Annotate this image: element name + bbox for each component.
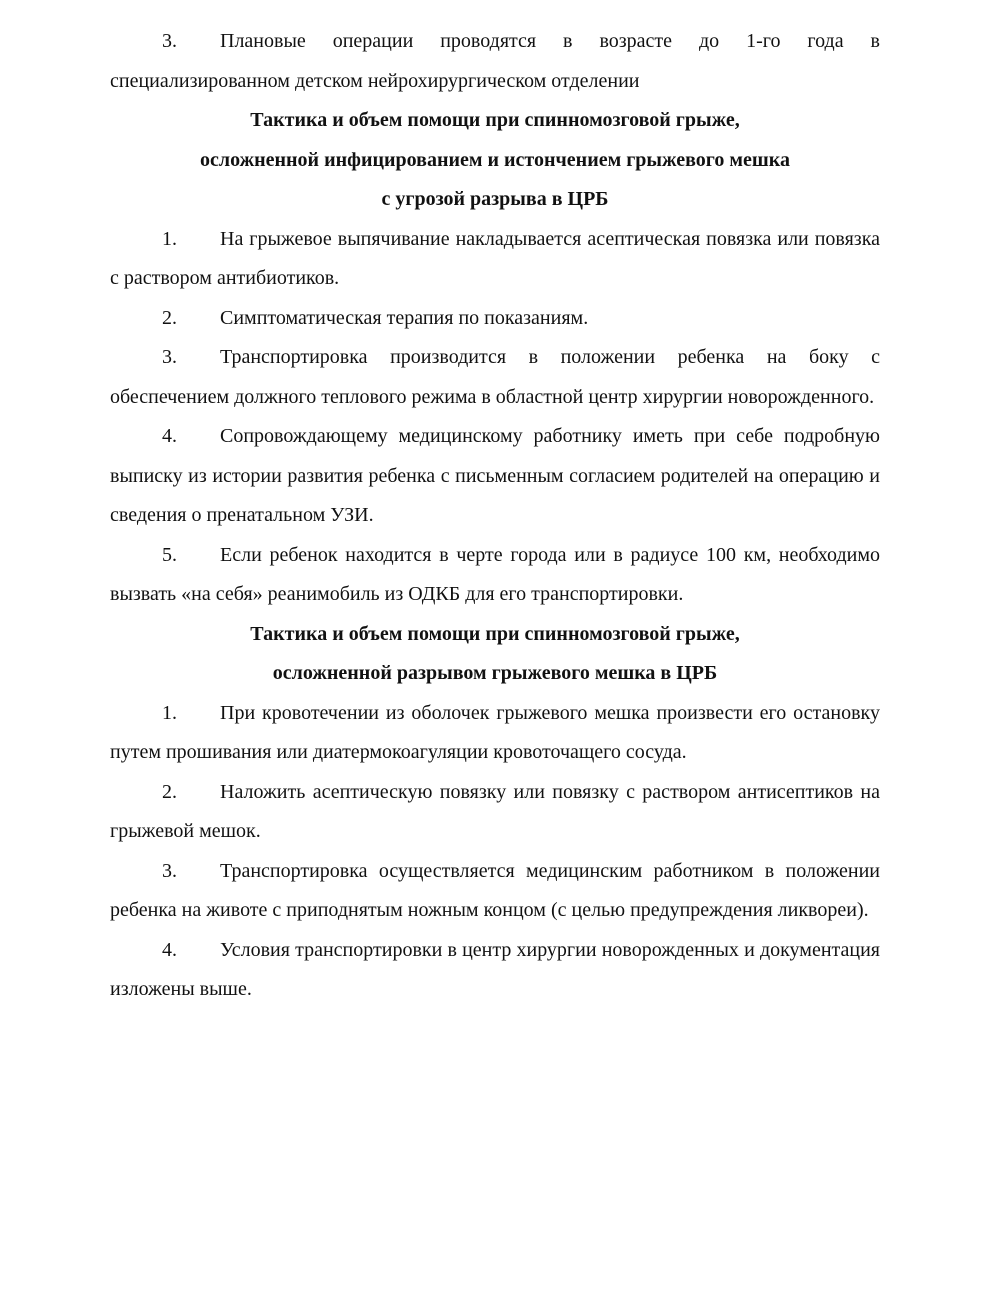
item-text: Транспортировка производится в положении ребенка на боку с обеспечением должного теплового режима в областной центр хирургии новорожденного. xyxy=(110,346,880,408)
item-number: 3. xyxy=(162,346,177,368)
item-number: 2. xyxy=(162,306,177,329)
section2-item-3 xyxy=(110,852,880,931)
item-number: 5. xyxy=(162,543,177,566)
item-number: 3. xyxy=(162,30,177,52)
section2-item-2 xyxy=(110,773,880,852)
section1-heading xyxy=(110,101,880,220)
heading-line: Тактика и объем помощи при спинномозговой грыже, xyxy=(250,622,740,645)
item-text: При кровотечении из оболочек грыжевого мешка произвести его остановку путем прошивания или диатермокоагуляции кровоточащего сосуда. xyxy=(110,701,880,763)
section1-item-3 xyxy=(110,338,880,417)
item-text: Условия транспортировки в центр хирургии новорожденных и документация изложены выше. xyxy=(110,938,880,1000)
item-number: 1. xyxy=(162,227,177,250)
section2-item-4 xyxy=(110,931,880,1010)
document-page xyxy=(110,22,880,1010)
section2-item-1 xyxy=(110,694,880,773)
section1-item-2 xyxy=(110,299,880,339)
item-text: Сопровождающему медицинскому работнику иметь при себе подробную выписку из истории развития ребенка с письменным согласием родителей на операцию и сведения о пренатальном УЗИ. xyxy=(110,425,880,526)
intro-list-item xyxy=(110,22,880,101)
item-text: Симптоматическая терапия по показаниям. xyxy=(220,306,589,329)
item-text: На грыжевое выпячивание накладывается асептическая повязка или повязка с раствором антибиотиков. xyxy=(110,227,880,289)
item-number: 3. xyxy=(162,859,177,882)
item-number: 1. xyxy=(162,701,177,724)
item-number: 4. xyxy=(162,425,177,447)
section2-heading xyxy=(110,615,880,694)
item-text: Наложить асептическую повязку или повязку с раствором антисептиков на грыжевой мешок. xyxy=(110,780,880,842)
section1-item-1 xyxy=(110,220,880,299)
item-text: Транспортировка осуществляется медицинским работником в положении ребенка на животе с приподнятым ножным концом (с целью предупреждения ликвореи). xyxy=(110,859,880,921)
item-number: 2. xyxy=(162,780,177,803)
heading-line: осложненной инфицированием и истончением грыжевого мешка xyxy=(200,148,790,171)
item-text: Плановые операции проводятся в возрасте до 1-го года в специализированном детском нейрохирургическом отделении xyxy=(110,30,880,92)
heading-line: осложненной разрывом грыжевого мешка в ЦРБ xyxy=(272,662,718,684)
heading-line: Тактика и объем помощи при спинномозговой грыже, xyxy=(250,109,740,131)
section1-item-5 xyxy=(110,536,880,615)
section1-item-4 xyxy=(110,417,880,536)
item-text: Если ребенок находится в черте города или в радиусе 100 км, необходимо вызвать «на себя» реанимобиль из ОДКБ для его транспортировки. xyxy=(110,543,880,605)
item-number: 4. xyxy=(162,938,177,961)
heading-line: с угрозой разрыва в ЦРБ xyxy=(381,188,609,210)
